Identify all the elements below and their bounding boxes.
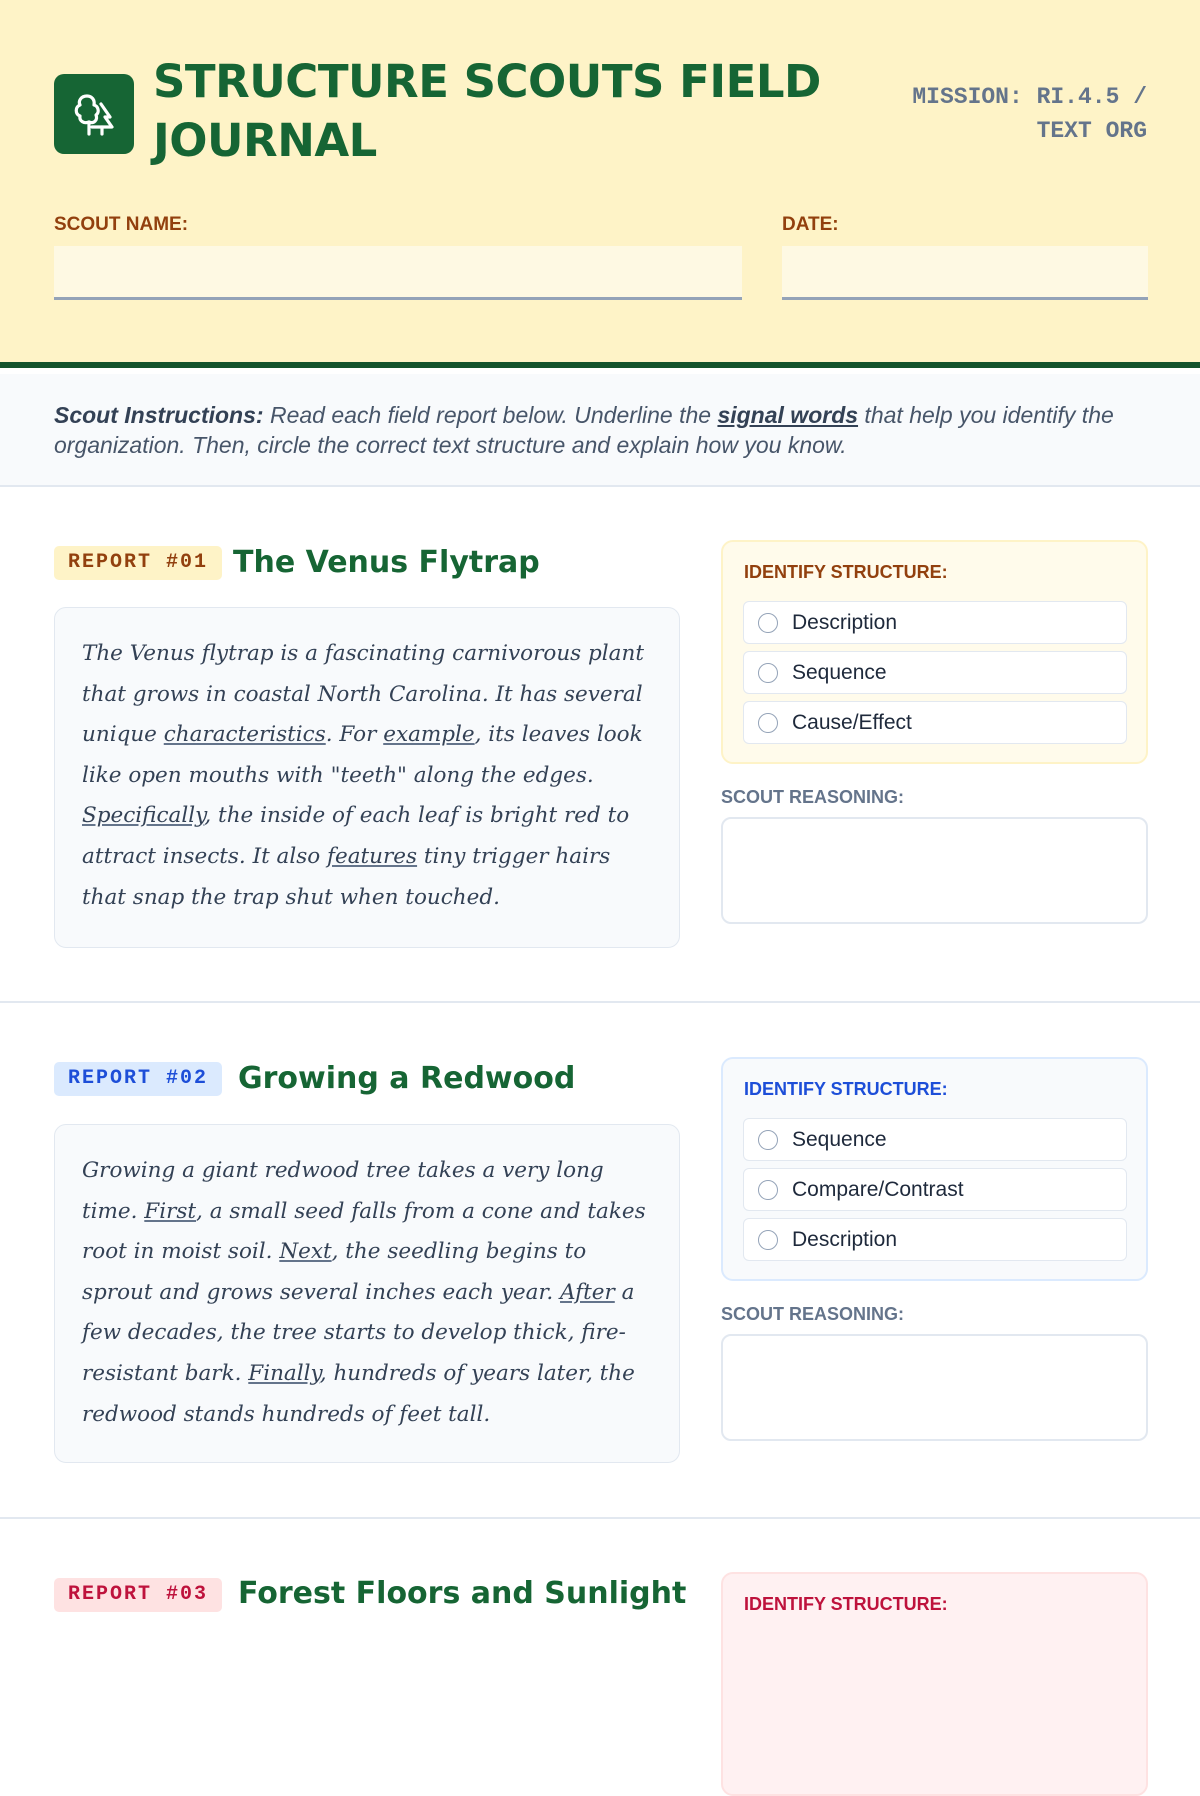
- report-title: Forest Floors and Sunlight: [238, 1576, 687, 1611]
- scout-reasoning-label: SCOUT REASONING:: [721, 1304, 905, 1324]
- structure-option[interactable]: [743, 701, 1127, 744]
- logo: [54, 74, 134, 154]
- radio-button[interactable]: [758, 1180, 778, 1200]
- journal-header: [0, 0, 1200, 368]
- passage-text: a few decades, the tree starts to develop thick, fire-resistant bark.: [82, 1279, 635, 1386]
- passage-text: , its leaves look like open mouths with "teeth" along the edges.: [82, 722, 643, 788]
- section-divider: [0, 1001, 1200, 1003]
- instructions-text: that help you identify the organization. Then, circle the correct text structure and explain how you know.: [54, 402, 1114, 458]
- scout-name-label: SCOUT NAME:: [54, 214, 189, 235]
- report-badge: REPORT #03: [54, 1578, 222, 1612]
- identify-structure-panel: [721, 1057, 1148, 1281]
- option-label: Description: [792, 1228, 898, 1251]
- signal-word: features: [327, 843, 418, 869]
- structure-option[interactable]: [743, 601, 1127, 644]
- mission-code: MISSION: RI.4.5 / TEXT ORG: [912, 84, 1147, 144]
- passage-text: , hundreds of years later, the redwood stands hundreds of feet tall.: [82, 1360, 635, 1427]
- instructions-text: Read each field report below. Underline the: [263, 402, 718, 428]
- section-divider: [0, 1517, 1200, 1519]
- option-label: Cause/Effect: [792, 711, 912, 734]
- structure-option[interactable]: [743, 1168, 1127, 1211]
- passage-text: , the seedling begins to sprout and grows several inches each year.: [82, 1239, 587, 1305]
- identify-structure-label: IDENTIFY STRUCTURE:: [744, 1594, 948, 1614]
- option-label: Sequence: [792, 1128, 887, 1151]
- scout-name-field[interactable]: [54, 246, 742, 300]
- radio-button[interactable]: [758, 663, 778, 683]
- report-passage: [54, 1124, 680, 1463]
- passage-text: . For: [325, 722, 384, 748]
- radio-button[interactable]: [758, 1130, 778, 1150]
- scout-reasoning-field[interactable]: [721, 1334, 1148, 1441]
- structure-option[interactable]: [743, 651, 1127, 694]
- signal-word: Finally: [248, 1360, 320, 1386]
- option-label: Description: [792, 611, 898, 634]
- radio-button[interactable]: [758, 713, 778, 733]
- scout-reasoning-label: SCOUT REASONING:: [721, 787, 905, 807]
- signal-words-term: signal words: [717, 402, 859, 428]
- journal-title: STRUCTURE SCOUTS FIELD JOURNAL: [153, 55, 821, 167]
- radio-button[interactable]: [758, 1230, 778, 1250]
- scout-reasoning-field[interactable]: [721, 817, 1148, 924]
- signal-word: Specifically: [82, 803, 205, 829]
- report-title: The Venus Flytrap: [233, 545, 540, 580]
- option-label: Sequence: [792, 661, 887, 684]
- tree-icon: [70, 90, 118, 138]
- passage-text: tiny trigger hairs that snap the trap shut when touched.: [82, 843, 611, 910]
- structure-option[interactable]: [743, 1118, 1127, 1161]
- report-badge: REPORT #01: [54, 546, 222, 580]
- passage-text: , a small seed falls from a cone and takes root in moist soil.: [82, 1198, 646, 1265]
- date-label: DATE:: [782, 214, 839, 235]
- report-title: Growing a Redwood: [238, 1061, 576, 1096]
- identify-structure-label: IDENTIFY STRUCTURE:: [744, 562, 948, 582]
- passage-text: The Venus flytrap is a fascinating carnivorous plant that grows in coastal North Carolina. It has several unique: [82, 641, 644, 748]
- report-passage: [54, 607, 680, 948]
- identify-structure-panel: [721, 540, 1148, 764]
- passage-text: Growing a giant redwood tree takes a very long time.: [82, 1158, 604, 1224]
- identify-structure-label: IDENTIFY STRUCTURE:: [744, 1079, 948, 1099]
- signal-word: Next: [279, 1239, 332, 1265]
- signal-word: characteristics: [163, 722, 326, 748]
- scout-instructions: [0, 374, 1200, 487]
- radio-button[interactable]: [758, 613, 778, 633]
- signal-word: First: [144, 1198, 197, 1224]
- date-field[interactable]: [782, 246, 1148, 300]
- identify-structure-panel: [721, 1572, 1148, 1796]
- instructions-lead: Scout Instructions:: [54, 402, 264, 428]
- structure-option[interactable]: [743, 1218, 1127, 1261]
- passage-text: , the inside of each leaf is bright red to attract insects. It also: [82, 803, 630, 869]
- signal-word: example: [383, 722, 475, 748]
- signal-word: After: [560, 1279, 615, 1305]
- option-label: Compare/Contrast: [792, 1178, 964, 1201]
- report-badge: REPORT #02: [54, 1062, 222, 1096]
